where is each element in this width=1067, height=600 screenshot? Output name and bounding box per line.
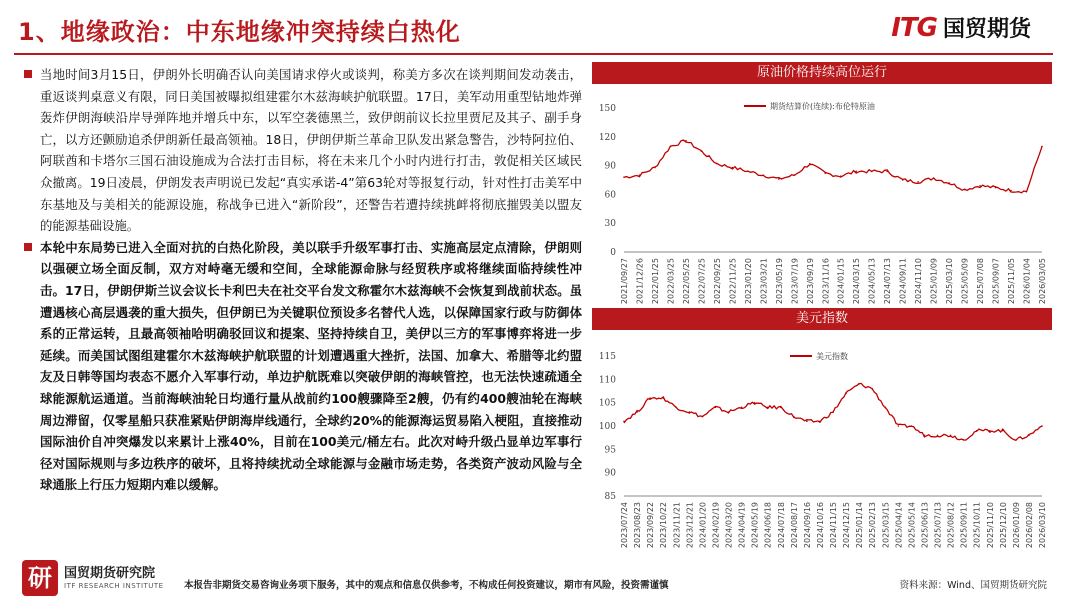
- y-tick-label: 110: [598, 375, 616, 386]
- x-tick-label: 2024/01/20: [698, 502, 708, 549]
- x-tick-label: 2025/02/13: [868, 502, 878, 549]
- data-point: [933, 177, 935, 179]
- x-tick-label: 2023/10/22: [659, 502, 669, 549]
- data-point: [950, 435, 952, 437]
- data-point: [898, 425, 900, 427]
- data-point: [855, 171, 857, 173]
- x-tick-label: 2023/09/19: [805, 258, 815, 305]
- data-point: [623, 421, 625, 423]
- data-point: [964, 189, 966, 191]
- data-point: [728, 411, 730, 413]
- data-point: [976, 430, 978, 432]
- research-seal-icon: 研: [22, 560, 58, 596]
- x-tick-label: 2025/09/11: [959, 502, 969, 549]
- y-tick-label: 150: [598, 104, 616, 114]
- x-tick-label: 2024/08/17: [789, 502, 799, 549]
- data-point: [871, 388, 873, 390]
- oil-chart-title: 原油价格持续高位运行: [592, 62, 1052, 84]
- text-column: [22, 64, 582, 496]
- legend-label: 期货结算价(连续):布伦特原油: [770, 102, 875, 111]
- data-point: [670, 146, 672, 148]
- data-point: [741, 407, 743, 409]
- y-tick-label: 90: [604, 468, 616, 479]
- data-point: [845, 393, 847, 395]
- x-tick-label: 2022/07/25: [697, 258, 707, 305]
- data-point: [979, 185, 981, 187]
- y-tick-label: 95: [604, 445, 616, 456]
- x-tick-label: 2026/02/08: [1024, 502, 1034, 549]
- data-point: [963, 439, 965, 441]
- data-point: [1026, 191, 1028, 193]
- data-point: [917, 181, 919, 183]
- data-point: [886, 171, 888, 173]
- data-point: [884, 407, 886, 409]
- x-tick-label: 2024/03/20: [724, 502, 734, 549]
- x-tick-label: 2026/03/10: [1038, 502, 1047, 549]
- x-tick-label: 2025/11/05: [1007, 258, 1017, 305]
- dxy-chart-title: 美元指数: [592, 308, 1052, 330]
- x-tick-label: 2023/03/21: [759, 258, 769, 305]
- data-point: [819, 421, 821, 423]
- y-tick-label: 60: [604, 190, 616, 201]
- y-tick-label: 105: [598, 398, 616, 409]
- footer-logo: [22, 560, 164, 596]
- x-tick-label: 2026/03/05: [1038, 258, 1047, 305]
- footer-org-en: ITF RESEARCH INSTITUTE: [64, 582, 164, 590]
- x-tick-label: 2024/05/19: [750, 502, 760, 549]
- x-tick-label: 2022/11/25: [728, 258, 738, 305]
- data-point: [832, 411, 834, 413]
- x-tick-label: 2024/03/15: [852, 258, 862, 305]
- bullet-square-icon: [24, 70, 32, 78]
- y-tick-label: 120: [598, 132, 616, 143]
- x-tick-label: 2022/05/25: [681, 258, 691, 305]
- y-tick-label: 100: [598, 422, 616, 432]
- data-point: [675, 407, 677, 409]
- bullet-square-icon: [24, 243, 32, 251]
- data-point: [701, 150, 703, 152]
- x-tick-label: 2024/12/15: [842, 502, 852, 549]
- data-point: [824, 172, 826, 174]
- data-point: [1010, 190, 1012, 192]
- data-point: [911, 425, 913, 427]
- paragraph-1: [22, 64, 582, 237]
- x-tick-label: 2025/11/10: [985, 502, 995, 549]
- data-point: [716, 163, 718, 165]
- data-point: [937, 435, 939, 437]
- data-point: [924, 435, 926, 437]
- x-tick-label: 2024/10/16: [815, 502, 825, 549]
- dollar-index-chart: [592, 330, 1052, 578]
- paragraph-2: [22, 237, 582, 496]
- x-tick-label: 2023/08/23: [633, 502, 643, 549]
- dxy-chart-panel: [592, 308, 1052, 578]
- x-tick-label: 2024/09/11: [898, 258, 908, 305]
- x-tick-label: 2025/09/07: [991, 258, 1001, 305]
- data-point: [654, 167, 656, 169]
- data-point: [639, 174, 641, 176]
- data-point: [747, 171, 749, 173]
- x-tick-label: 2025/01/14: [855, 502, 865, 549]
- x-tick-label: 2025/10/11: [972, 502, 982, 549]
- data-point: [732, 167, 734, 169]
- data-point: [780, 407, 782, 409]
- x-tick-label: 2024/09/16: [802, 502, 812, 549]
- x-tick-label: 2022/03/25: [666, 258, 676, 305]
- x-tick-label: 2024/11/15: [829, 502, 838, 549]
- data-point: [623, 176, 625, 178]
- data-point: [948, 182, 950, 184]
- y-tick-label: 90: [604, 161, 616, 172]
- data-point: [754, 402, 756, 404]
- data-point: [715, 407, 717, 409]
- x-tick-label: 2025/03/10: [945, 258, 955, 305]
- data-point: [902, 179, 904, 181]
- data-point: [1041, 425, 1043, 427]
- legend-label: 美元指数: [816, 352, 848, 361]
- x-tick-label: 2024/06/18: [763, 502, 773, 549]
- x-tick-label: 2024/02/19: [711, 502, 721, 549]
- data-point: [778, 178, 780, 180]
- x-tick-label: 2024/07/13: [883, 258, 893, 305]
- data-point: [1028, 435, 1030, 437]
- data-point: [649, 397, 651, 399]
- x-tick-label: 2026/01/04: [1022, 258, 1032, 305]
- data-point: [871, 171, 873, 173]
- x-tick-label: 2021/12/26: [635, 258, 645, 305]
- x-tick-label: 2023/11/16: [821, 258, 831, 305]
- disclaimer-text: 本报告非期货交易咨询业务项下服务，其中的观点和信息仅供参考，不构成任何投资建议，期市有风险，投资需谨慎: [184, 580, 669, 591]
- data-point: [809, 163, 811, 165]
- y-tick-label: 30: [604, 219, 616, 230]
- x-tick-label: 2023/12/21: [685, 502, 695, 549]
- data-point: [793, 416, 795, 418]
- series-line: [624, 140, 1042, 193]
- y-tick-label: 0: [610, 248, 616, 258]
- data-point: [989, 430, 991, 432]
- data-point: [763, 174, 765, 176]
- data-point: [995, 187, 997, 189]
- data-point: [662, 397, 664, 399]
- data-point: [793, 174, 795, 176]
- x-tick-label: 2022/09/25: [712, 258, 722, 305]
- brand-logo: [891, 12, 1031, 43]
- x-tick-label: 2025/05/14: [907, 502, 917, 549]
- y-tick-label: 85: [604, 492, 616, 502]
- source-text: 资料来源：Wind、国贸期货研究院: [899, 580, 1047, 591]
- logo-cn: 国贸期货: [942, 17, 1031, 42]
- footer-org-cn: 国贸期货研究院: [64, 566, 156, 581]
- data-point: [840, 175, 842, 177]
- data-point: [1002, 430, 1004, 432]
- data-point: [806, 421, 808, 423]
- data-point: [1015, 439, 1017, 441]
- x-tick-label: 2023/07/24: [620, 502, 629, 549]
- x-tick-label: 2024/04/19: [737, 502, 747, 549]
- data-point: [1041, 146, 1043, 148]
- x-tick-label: 2021/09/27: [620, 258, 629, 305]
- x-tick-label: 2025/12/10: [998, 502, 1008, 549]
- x-tick-label: 2025/05/09: [960, 258, 970, 305]
- x-tick-label: 2022/01/25: [650, 258, 660, 305]
- x-tick-label: 2024/01/15: [836, 258, 846, 305]
- x-tick-label: 2025/07/08: [976, 258, 986, 305]
- x-tick-label: 2024/11/10: [914, 258, 924, 305]
- paragraph-1-text: 当地时间3月15日，伊朗外长明确否认向美国请求停火或谈判，称美方多次在谈判期间发动袭击，重返谈判桌意义有限，同日美国被曝拟组建霍尔木兹海峡护航联盟。17日，美军动用重型钻地炸弹轰炸伊朗海峡沿岸导弹阵地并增兵中东，以军空袭德黑兰，致伊朗前议长拉里贾尼及其子、副手身亡，以方还颤励追杀伊朗新任最高领袖。18日，伊朗伊斯兰革命卫队发出紧急警告，沙特阿拉伯、阿联酋和卡塔尔三国石油设施成为合法打击目标，将在未来几个小时内进行打击，敦促相关区域民众撤离。19日凌晨，伊朗发表声明说已发起“真实承诺-4”第63轮对等报复行动，针对性打击美军中东基地及与美相关的能源设施，称战争已进入“新阶段”，还警告若遭持续挑衅将彻底摧毁美以盟友的能源基础设施。: [40, 67, 582, 234]
- title-divider: [14, 53, 1053, 55]
- data-point: [685, 140, 687, 142]
- x-tick-label: 2025/04/14: [894, 502, 904, 549]
- x-tick-label: 2023/05/19: [774, 258, 784, 305]
- data-point: [702, 416, 704, 418]
- oil-chart-panel: [592, 62, 1052, 320]
- paragraph-2-text: 本轮中东局势已进入全面对抗的白热化阶段，美以联手升级军事打击、实施高层定点清除，伊朗则以强硬立场全面反制，双方对峙毫无缓和空间，全球能源命脉与经贸秩序或将继续面临持续性冲击。17日，伊朗伊斯兰议会议长卡利巴夫在社交平台发文称霍尔木兹海峡不会恢复到战前状态。虽遭遇核心高层遇袭的重大损失，但伊朗已为关键职位预设多名替代人选，以保障国家行政与防御体系的正常运转，且最高领袖哈明确驳回议和提案、坚持持续自卫，美伊以三方的军事博弈将进一步延续。而美国试图组建霍尔木兹海峡护航联盟的计划遭遇重大挫折，法国、加拿大、希腊等北约盟友及日韩等国均表态不愿介入军事行动，单边护航既难以突破伊朗的海峡管控，也无法快速疏通全球能源航运通道。当前海峡油轮日均通行量从战前约100艘骤降至2艘，仍有约400艘油轮在海峡周边滞留，仅零星船只获准紧贴伊朗海岸线通行，全球约20%的能源海运贸易陷入梗阻，直接推动国际油价自冲突爆发以来累计上涨40%，目前在100美元/桶左右。此次对峙升级凸显单边军事行径对国际规则与多边秩序的破坏，且将持续扰动全球能源与金融市场走势，各类资产波动风险与全球通胀上行压力短期内难以缓解。: [40, 239, 582, 493]
- y-tick-label: 115: [598, 352, 616, 362]
- x-tick-label: 2024/07/18: [776, 502, 786, 549]
- data-point: [689, 411, 691, 413]
- x-tick-label: 2023/01/20: [743, 258, 753, 305]
- x-tick-label: 2025/06/13: [920, 502, 930, 549]
- x-tick-label: 2025/01/09: [929, 258, 939, 305]
- x-tick-label: 2024/05/13: [867, 258, 877, 305]
- data-point: [858, 383, 860, 385]
- x-tick-label: 2026/01/09: [1011, 502, 1021, 549]
- x-tick-label: 2023/07/19: [790, 258, 800, 305]
- x-tick-label: 2025/03/15: [881, 502, 891, 549]
- logo-itg: ITG: [891, 12, 937, 43]
- data-point: [636, 411, 638, 413]
- data-point: [767, 407, 769, 409]
- x-tick-label: 2025/08/12: [946, 502, 956, 549]
- page-title: 1、地缘政治：中东地缘冲突持续白热化: [18, 18, 461, 46]
- x-tick-label: 2023/11/21: [672, 502, 682, 549]
- x-tick-label: 2025/07/13: [933, 502, 943, 549]
- oil-price-chart: [592, 84, 1052, 320]
- x-tick-label: 2023/09/22: [646, 502, 656, 549]
